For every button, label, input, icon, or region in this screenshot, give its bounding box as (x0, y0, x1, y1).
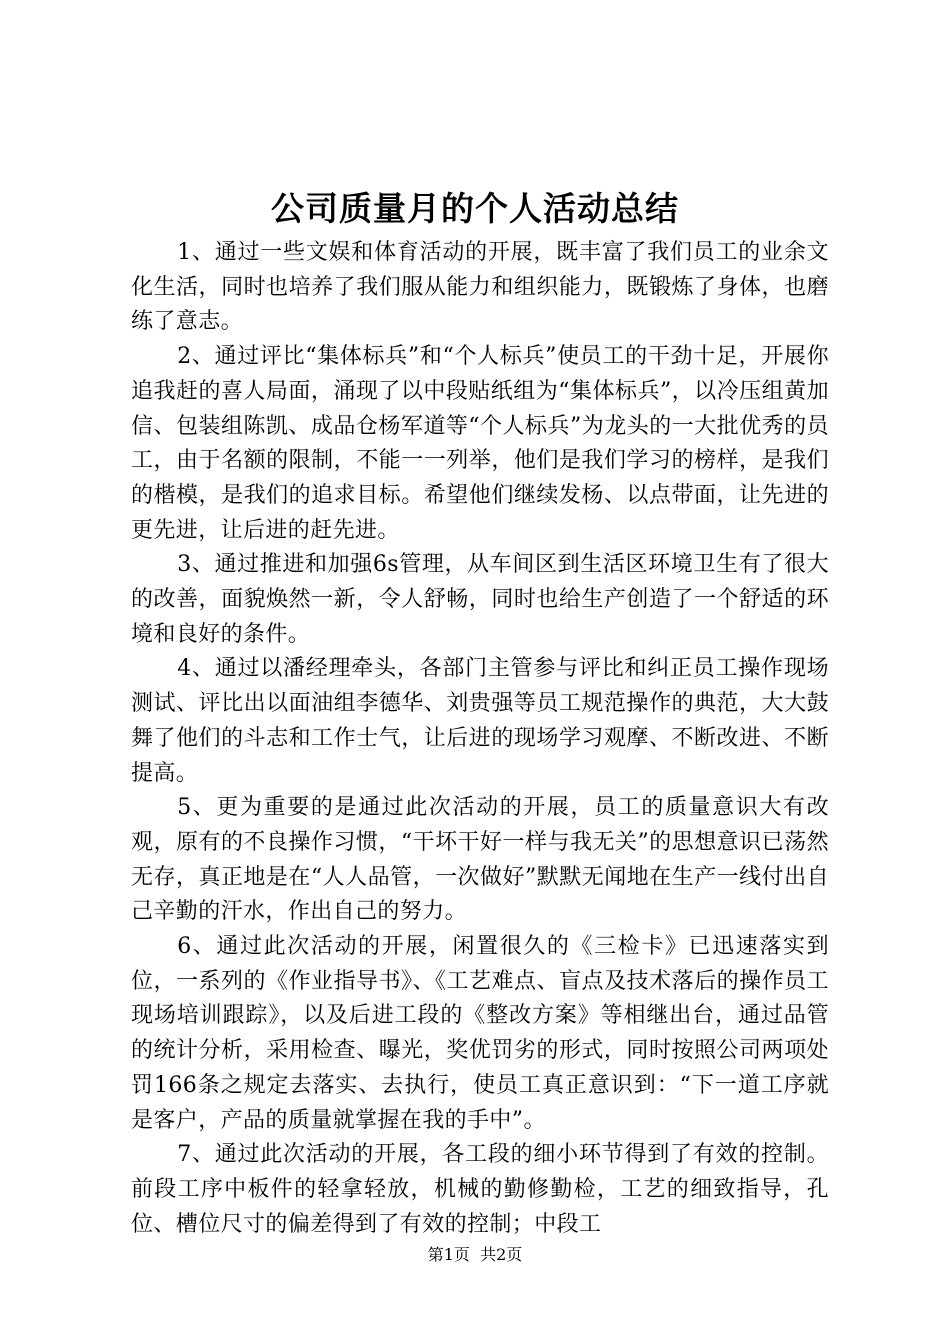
document-title: 公司质量月的个人活动总结 (271, 189, 679, 228)
paragraph-1: 1、通过一些文娱和体育活动的开展，既丰富了我们员工的业余文化生活，同时也培养了我们服从能力和组织能力，既锻炼了身体，也磨练了意志。 (131, 240, 829, 335)
paragraph-6: 6、通过此次活动的开展，闲置很久的《三检卡》已迅速落实到位，一系列的《作业指导书》、《工艺难点、盲点及技术落后的操作员工现场培训跟踪》，以及后进工段的《整改方案》等相继出台，通过品管的统计分析，采用检查、曝光，奖优罚劣的形式，同时按照公司两项处罚166条之规定去落实、去执行，使员工真正意识到：“下一道工序就是客户，产品的质量就掌握在我的手中”。 (131, 934, 829, 1133)
paragraph-7: 7、通过此次活动的开展，各工段的细小环节得到了有效的控制。前段工序中板件的轻拿轻放，机械的勤修勤检，工艺的细致指导，孔位、槽位尺寸的偏差得到了有效的控制；中段工 (131, 1142, 829, 1237)
paragraph-4: 4、通过以潘经理牵头，各部门主管参与评比和纠正员工操作现场测试、评比出以面油组李德华、刘贵强等员工规范操作的典范，大大鼓舞了他们的斗志和工作士气，让后进的现场学习观摩、不断改进、不断提高。 (131, 656, 829, 786)
page-total: 共2页 (480, 1245, 523, 1264)
paragraph-3: 3、通过推进和加强6s管理，从车间区到生活区环境卫生有了很大的改善，面貌焕然一新，令人舒畅，同时也给生产创造了一个舒适的环境和良好的条件。 (131, 552, 829, 647)
document-body (131, 236, 829, 1242)
page-number: 第1页 (427, 1245, 470, 1264)
paragraph-2: 2、通过评比“集体标兵”和“个人标兵”使员工的干劲十足，开展你追我赶的喜人局面，涌现了以中段贴纸组为“集体标兵”，以冷压组黄加信、包装组陈凯、成品仓杨军道等“个人标兵”为龙头的一大批优秀的员工，由于名额的限制，不能一一列举，他们是我们学习的榜样，是我们的楷模，是我们的追求目标。希望他们继续发杨、以点带面，让先进的更先进，让后进的赶先进。 (131, 344, 829, 543)
page-footer (0, 1244, 950, 1266)
paragraph-5: 5、更为重要的是通过此次活动的开展，员工的质量意识大有改观，原有的不良操作习惯，“干坏干好一样与我无关”的思想意识已荡然无存，真正地是在“人人品管，一次做好”默默无闻地在生产一线付出自己辛勤的汗水，作出自己的努力。 (131, 795, 829, 925)
footer-spacer (470, 1245, 480, 1264)
